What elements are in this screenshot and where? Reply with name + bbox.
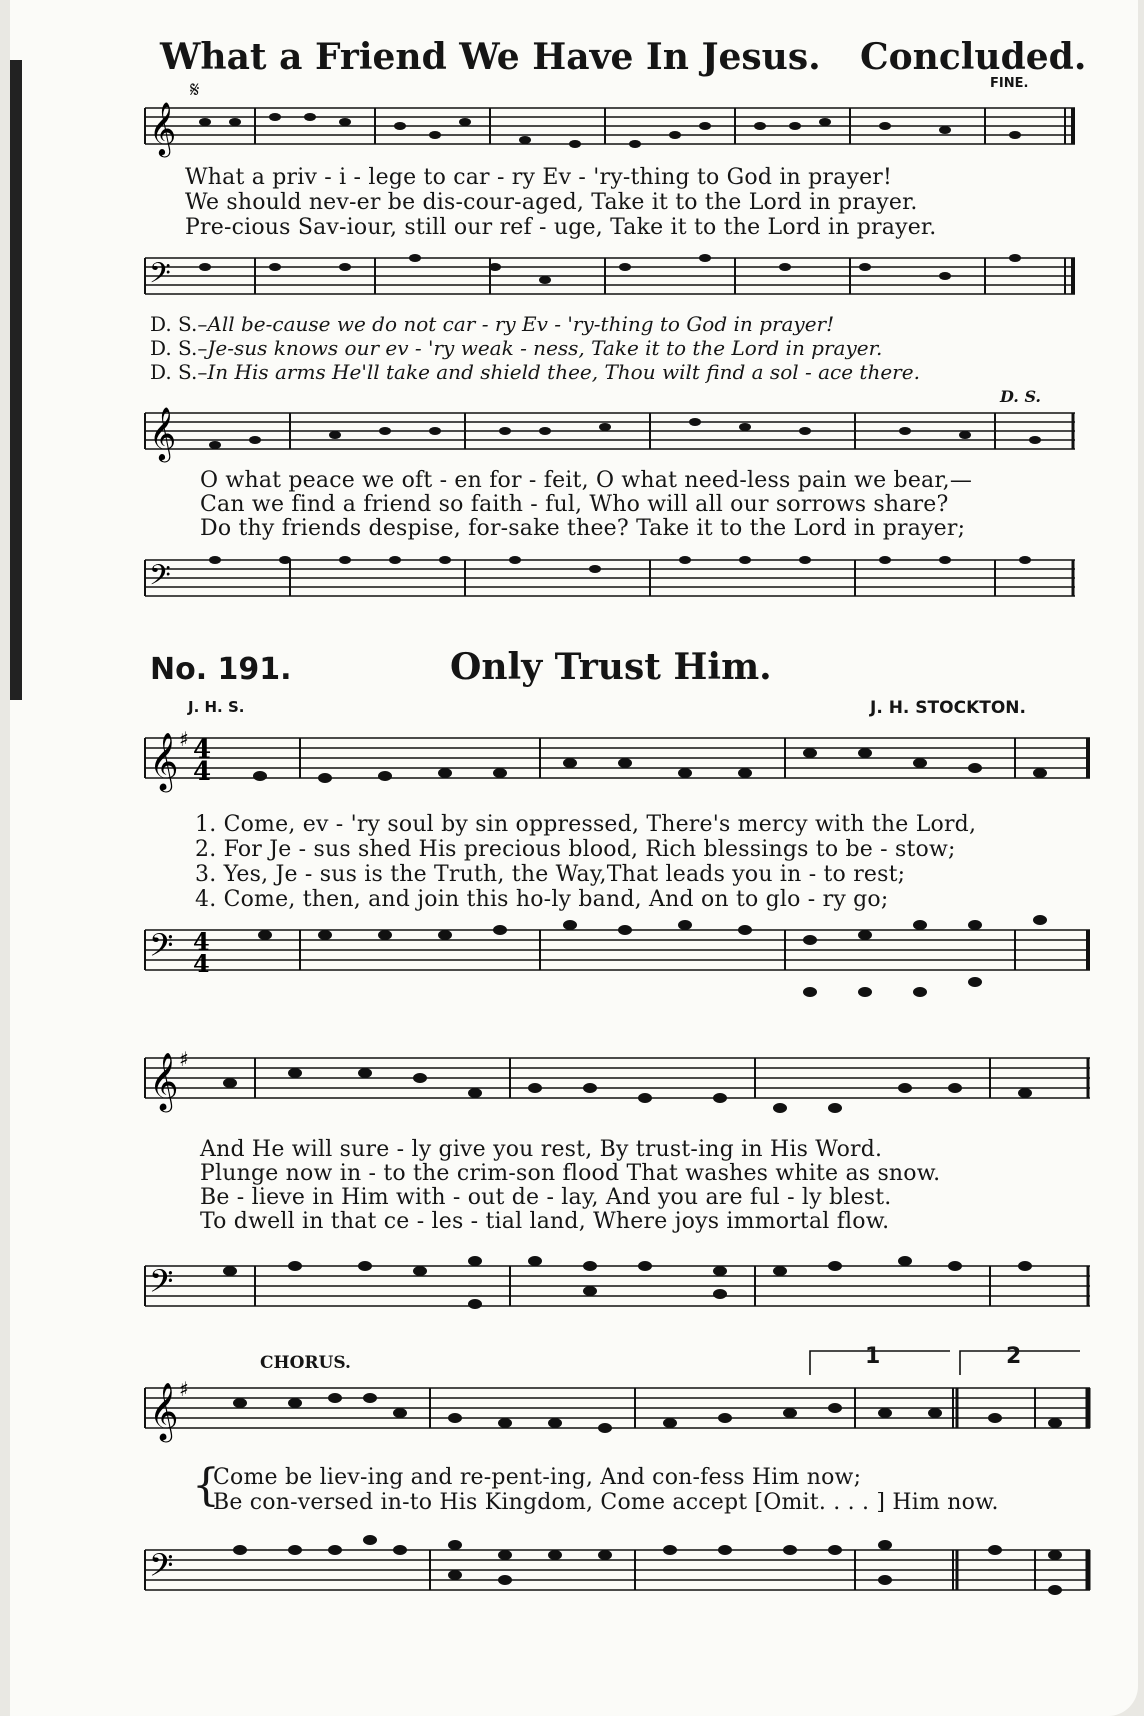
concluded-label: Concluded. [860,36,1087,78]
staff-chorus-treble [145,1378,1095,1458]
s1-lyric-b-1: O what peace we oft - en for - feit, O what need-less pain we bear,— [200,468,973,493]
s1-lyric-b-2: Can we find a friend so faith - ful, Who will all our sorrows share? [200,492,949,517]
staff-t1-bass [145,920,1095,1000]
segno-mark: 𝄋 [190,78,200,103]
s1-lyric-b-3: Do thy friends despise, for-sake thee? Take it to the Lord in prayer; [200,516,966,541]
svg-text:𝄞: 𝄞 [149,406,177,460]
staff-t1-treble [145,728,1095,798]
staff-s1-bass [145,250,1085,310]
chorus-line-2: Be con-versed in-to His Kingdom, Come accept [Omit. . . . ] Him now. [213,1490,999,1515]
s2-verse-b-1: And He will sure - ly give you rest, By trust-ing in His Word. [200,1137,883,1162]
song-title: What a Friend We Have In Jesus. [160,36,821,78]
ds-line-2: D. S.–Je-sus knows our ev - 'ry weak - ness, Take it to the Lord in prayer. [150,336,883,360]
ds-mark: D. S. [1000,387,1041,406]
svg-text:𝄢: 𝄢 [149,257,171,297]
svg-text:4: 4 [193,927,210,956]
s1-lyric-line-1: What a priv - i - lege to car - ry Ev - 'ry-thing to God in prayer! [185,165,893,190]
svg-text:4: 4 [193,949,210,978]
s2-verse-b-2: Plunge now in - to the crim-son flood That washes white as snow. [200,1161,941,1186]
svg-text:𝄢: 𝄢 [149,559,171,599]
s2-verse-line-4: 4. Come, then, and join this ho-ly band, And on to glo - ry go; [195,887,889,912]
staff-chorus-bass [145,1540,1095,1620]
svg-text:𝄢: 𝄢 [149,927,174,971]
staff-t2-bass [145,1256,1095,1336]
s2-verse-line-1: 1. Come, ev - 'ry soul by sin oppressed, There's mercy with the Lord, [195,812,977,837]
s2-verse-b-4: To dwell in that ce - les - tial land, Where joys immortal flow. [200,1209,890,1234]
author-initials: J. H. S. [188,698,245,716]
chorus-brace: { [192,1460,221,1511]
svg-text:𝄢: 𝄢 [149,1263,174,1307]
chorus-line-1: Come be liev-ing and re-pent-ing, And con-fess Him now; [213,1465,862,1490]
svg-text:4: 4 [193,735,212,765]
ds-line-1: D. S.–All be-cause we do not car - ry Ev - 'ry-thing to God in prayer! [150,312,835,336]
page-edge-shadow [10,60,22,700]
svg-text:4: 4 [193,757,212,787]
svg-text:𝄢: 𝄢 [149,1547,174,1591]
composer-name: J. H. STOCKTON. [870,698,1026,718]
staff-t2-treble [145,1048,1095,1128]
hymn-number: No. 191. [150,652,292,687]
song-title-2: Only Trust Him. [450,646,772,688]
svg-text:𝄞: 𝄞 [149,101,177,155]
staff-s2-bass [145,552,1085,612]
first-ending-number: 1 [865,1344,881,1369]
staff-s2-treble [145,405,1085,465]
fine-mark: FINE. [990,76,1029,91]
s2-verse-line-2: 2. For Je - sus shed His precious blood, Rich blessings to be - stow; [195,837,956,862]
s2-verse-line-3: 3. Yes, Je - sus is the Truth, the Way,That leads you in - to rest; [195,862,906,887]
svg-text:𝄞: 𝄞 [149,1382,179,1440]
s1-lyric-line-2: We should nev-er be dis-cour-aged, Take it to the Lord in prayer. [185,190,918,215]
svg-text:♯: ♯ [179,1047,189,1071]
s1-lyric-line-3: Pre-cious Sav-iour, still our ref - uge, Take it to the Lord in prayer. [185,215,937,240]
s2-verse-b-3: Be - lieve in Him with - out de - lay, And you are ful - ly blest. [200,1185,892,1210]
svg-text:𝄞: 𝄞 [149,1052,179,1110]
svg-text:♯: ♯ [179,1377,189,1401]
ds-line-3: D. S.–In His arms He'll take and shield thee, Thou wilt find a sol - ace there. [150,360,920,384]
svg-text:𝄞: 𝄞 [149,732,179,790]
svg-text:♯: ♯ [179,727,189,751]
second-ending-number: 2 [1006,1344,1022,1369]
hymnal-page [10,0,1138,1716]
chorus-label: CHORUS. [260,1353,351,1373]
staff-s1-treble [145,100,1085,160]
ending-brackets [810,1347,1090,1377]
